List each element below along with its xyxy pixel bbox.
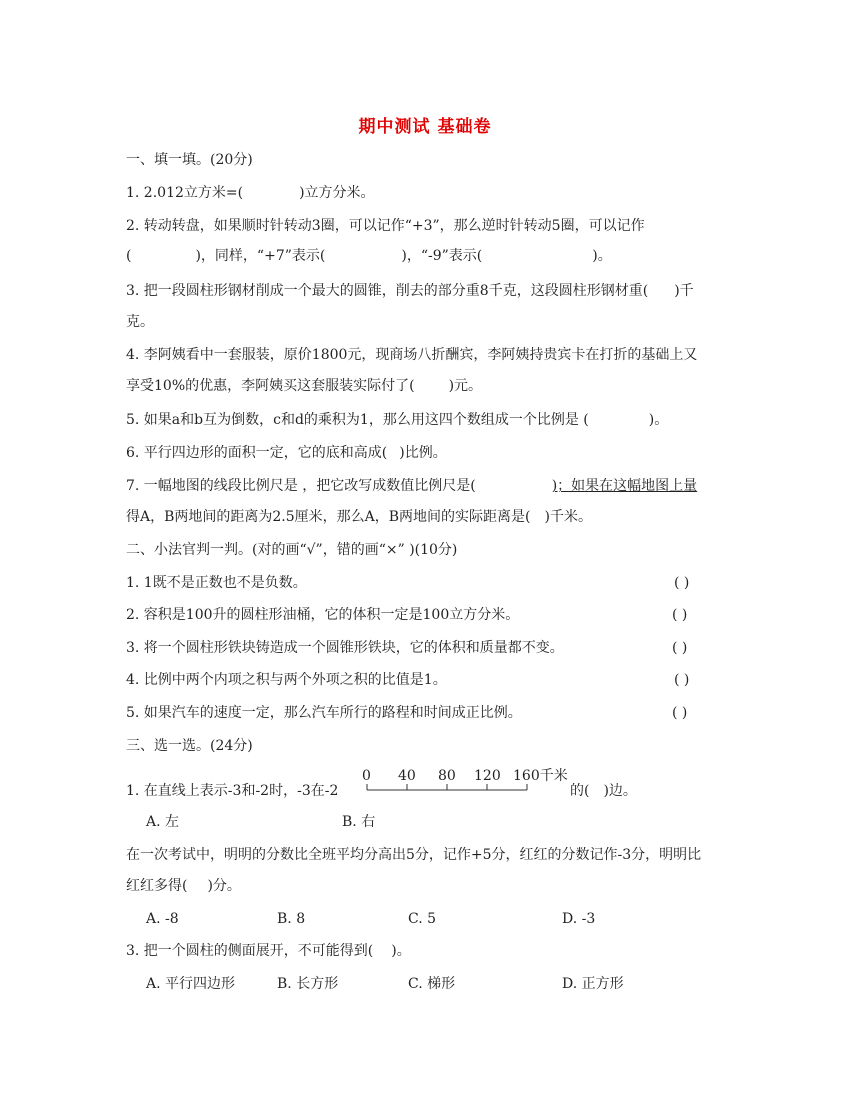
q1-7-text-c: 得A，B两地间的距离为2.5厘米，那么A，B两地间的实际距离是( xyxy=(126,509,531,525)
scale-label-160: 160千米 xyxy=(513,768,568,784)
cq2-option-a: A. -8 xyxy=(146,911,179,927)
q1-7-text-a: 7. 一幅地图的线段比例尺是 ，把它改写成数值比例尺是( xyxy=(126,478,476,494)
judge-item-4: 4. 比例中两个内项之积与两个外项之积的比值是1。 xyxy=(126,672,447,688)
choice-question-1: 1. 在直线上表示-3和-2时，-3在-2 xyxy=(126,783,339,799)
cq2-option-d: D. -3 xyxy=(562,911,596,927)
cq3-text-b: )。 xyxy=(391,943,411,959)
q1-2-paren-open: ( xyxy=(126,248,132,264)
judge-item-1: 1. 1既不是正数也不是负数。 xyxy=(126,575,307,591)
judge-answer-3: ( ) xyxy=(672,640,688,656)
cq2-option-b: B. 8 xyxy=(277,911,306,927)
question-1-2-line-2 xyxy=(126,246,612,266)
cq3-option-b: B. 长方形 xyxy=(277,976,339,992)
q1-6-text-a: 6. 平行四边形的面积一定，它的底和高成( xyxy=(126,445,388,461)
cq1-option-a: A. 左 xyxy=(146,814,180,830)
cq2-text-b: 红红多得( xyxy=(126,878,188,894)
scale-bar xyxy=(362,766,602,806)
q1-7-text-d: )千米。 xyxy=(544,509,592,525)
question-1-3-line-1 xyxy=(126,281,694,301)
q1-6-text-b: )比例。 xyxy=(399,445,447,461)
q1-5-text-b: )。 xyxy=(648,412,669,428)
question-1-6 xyxy=(126,443,447,463)
q1-1-text-b: )立方分米。 xyxy=(299,185,375,201)
q1-2-text-c: )，同样，“+7”表示( xyxy=(195,248,326,264)
q1-2-text-d: )，“-9”表示( xyxy=(401,248,483,264)
section-2-heading: 二、小法官判一判。(对的画“√”，错的画“×” )(10分) xyxy=(126,542,458,558)
judge-answer-2: ( ) xyxy=(672,607,688,623)
scale-label-120: 120 xyxy=(474,768,501,784)
q1-1-text-a: 1. 2.012立方米=( xyxy=(126,185,244,201)
question-1-1 xyxy=(126,183,375,203)
judge-answer-1: ( ) xyxy=(674,575,690,591)
judge-item-3: 3. 将一个圆柱形铁块铸造成一个圆锥形铁块，它的体积和质量都不变。 xyxy=(126,640,564,656)
judge-answer-5: ( ) xyxy=(672,705,688,721)
question-1-7-line-2 xyxy=(126,507,592,527)
section-3-heading: 三、选一选。(24分) xyxy=(126,738,253,754)
judge-item-2: 2. 容积是100升的圆柱形油桶，它的体积一定是100立方分米。 xyxy=(126,607,520,623)
question-1-2-line-1: 2. 转动转盘，如果顺时针转动3圈，可以记作“+3”，那么逆时针转动5圈，可以记作 xyxy=(126,218,645,234)
choice-question-2-line-1: 在一次考试中，明明的分数比全班平均分高出5分，记作+5分，红红的分数记作-3分，明明比 xyxy=(126,847,702,863)
choice-question-1-tail xyxy=(570,781,637,801)
cq3-option-d: D. 正方形 xyxy=(562,976,624,992)
scale-label-40: 40 xyxy=(398,768,416,784)
cq3-text-a: 3. 把一个圆柱的侧面展开，不可能得到( xyxy=(126,943,374,959)
q1-4-text-b: 享受10%的优惠，李阿姨买这套服装实际付了( xyxy=(126,378,415,394)
cq3-option-a: A. 平行四边形 xyxy=(146,976,236,992)
q1-2-text-e: )。 xyxy=(592,248,612,264)
q1-4-text-c: )元。 xyxy=(448,378,483,394)
question-1-5 xyxy=(126,410,668,430)
q1-3-text-a: 3. 把一段圆柱形钢材削成一个最大的圆锥，削去的部分重8千克，这段圆柱形钢材重( xyxy=(126,283,649,299)
q1-7-text-b: )；如果在这幅地图上量 xyxy=(551,478,698,494)
judge-answer-4: ( ) xyxy=(674,672,690,688)
cq1-option-b: B. 右 xyxy=(342,814,376,830)
section-1-heading: 一、填一填。(20分) xyxy=(126,152,253,168)
question-1-7-line-1 xyxy=(126,476,697,496)
judge-item-5: 5. 如果汽车的速度一定，那么汽车所行的路程和时间成正比例。 xyxy=(126,705,522,721)
question-1-3-line-2: 克。 xyxy=(126,314,154,330)
cq1-text-b: 的( xyxy=(570,783,590,799)
question-1-4-line-2 xyxy=(126,376,482,396)
scale-label-0: 0 xyxy=(362,768,371,784)
cq3-option-c: C. 梯形 xyxy=(408,976,456,992)
cq2-text-c: )分。 xyxy=(207,878,241,894)
page-title: 期中测试 基础卷 xyxy=(358,117,492,137)
choice-question-2-line-2 xyxy=(126,876,241,896)
q1-5-text-a: 5. 如果a和b互为倒数，c和d的乘积为1，那么用这四个数组成一个比例是 ( xyxy=(126,412,589,428)
cq2-option-c: C. 5 xyxy=(408,911,437,927)
q1-3-text-b: )千 xyxy=(674,283,694,299)
scale-label-80: 80 xyxy=(438,768,456,784)
choice-question-3 xyxy=(126,941,411,961)
question-1-4-line-1: 4. 李阿姨看中一套服装，原价1800元，现商场八折酬宾，李阿姨持贵宾卡在打折的基础上又 xyxy=(126,347,698,363)
cq1-text-c: )边。 xyxy=(603,783,637,799)
